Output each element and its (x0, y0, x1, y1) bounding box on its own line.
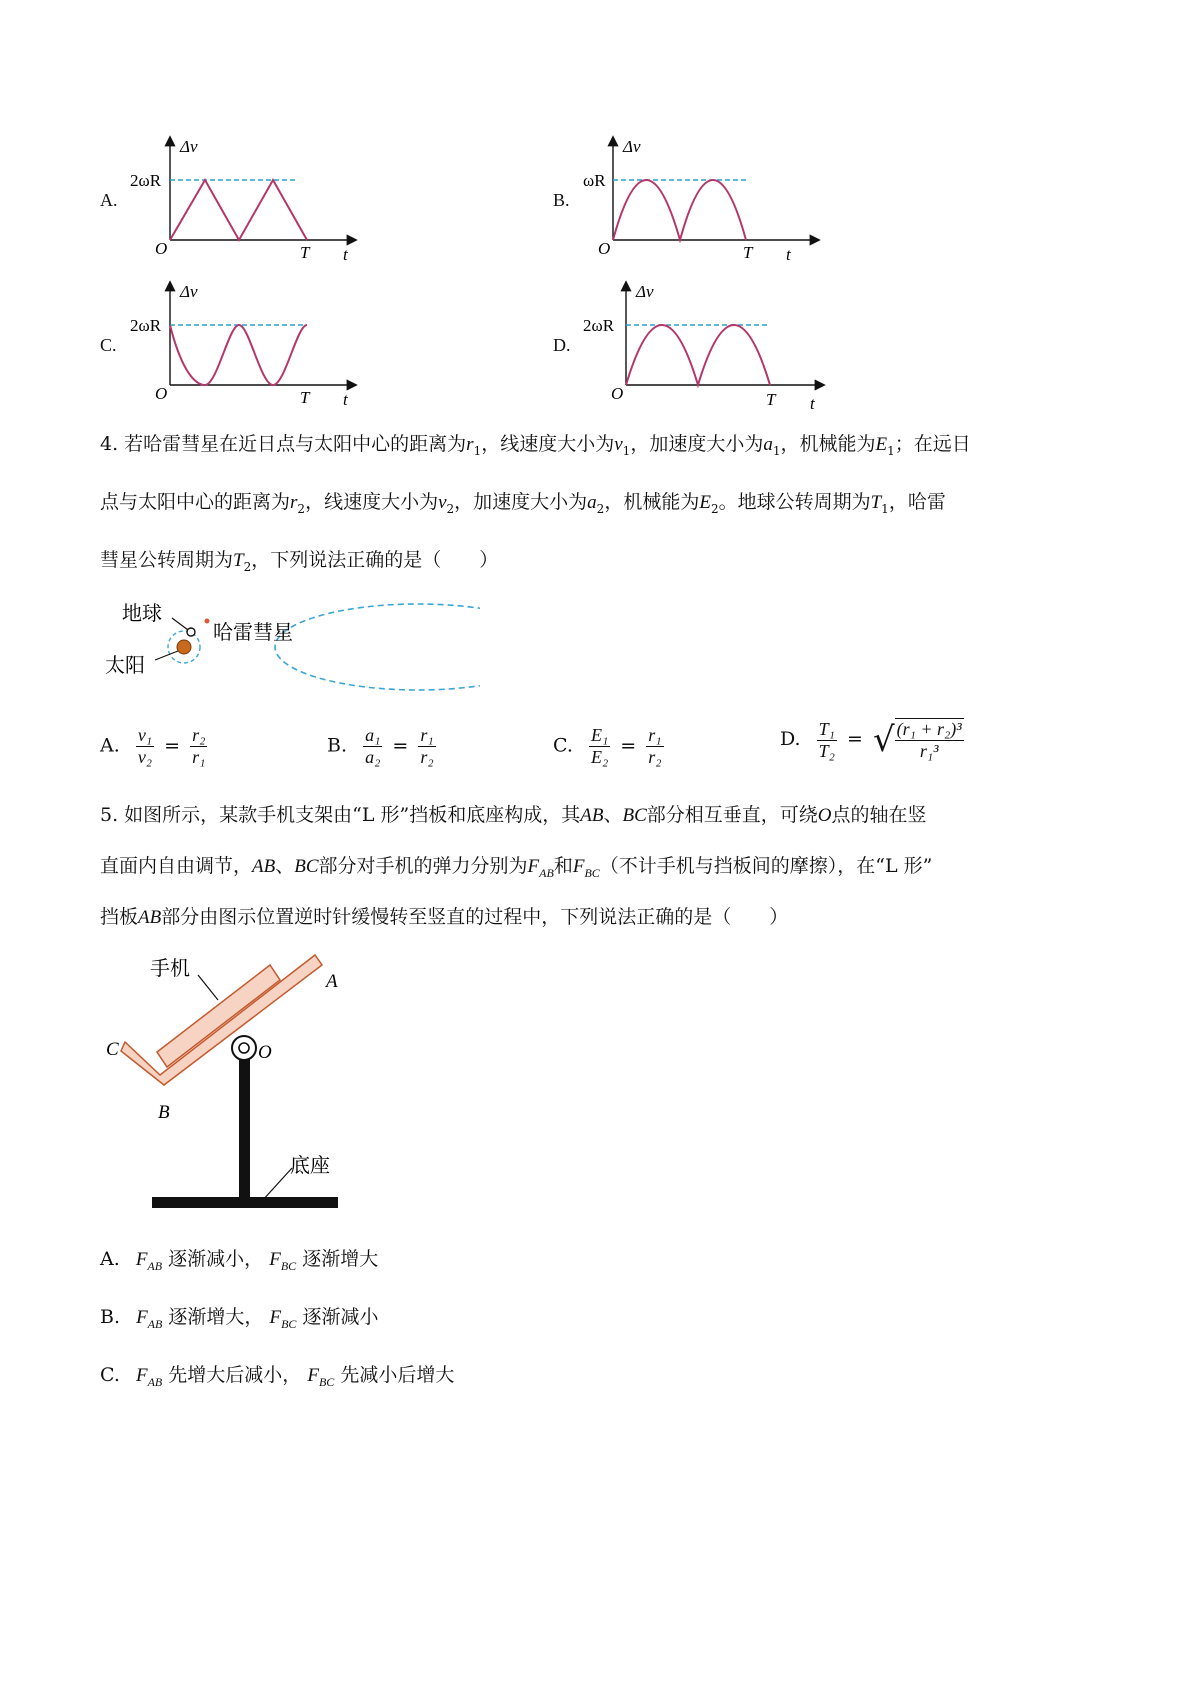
graph-d-plot (578, 275, 843, 415)
den: T₂ (818, 740, 835, 761)
sub: BC (281, 1316, 297, 1331)
var: F (527, 856, 540, 877)
point-b-label: B (158, 1102, 170, 1123)
var: v (438, 492, 447, 513)
num: r₁ (420, 725, 434, 745)
num: E₁ (590, 725, 609, 745)
num: r₂ (192, 725, 206, 745)
graph-a-plot (125, 130, 385, 265)
q5-line-3 (100, 908, 788, 927)
text: ，加速度大小为 (630, 433, 764, 455)
peak-label: 2ωR (130, 171, 162, 190)
q5-option-a[interactable] (100, 1250, 378, 1272)
rhs-fraction (646, 725, 663, 768)
base-pointer (262, 1168, 292, 1201)
peak-label: 2ωR (130, 316, 162, 335)
q5-line-2 (100, 857, 932, 879)
phone-label: 手机 (150, 958, 190, 980)
var: F (572, 856, 585, 877)
text: 彗星公转周期为 (100, 549, 234, 571)
stand-base (152, 1197, 338, 1208)
sub: 1 (473, 443, 482, 458)
num: T₁ (818, 718, 835, 739)
option-letter: C. (100, 335, 117, 355)
earth-label: 地球 (122, 603, 162, 625)
peak-label: 2ωR (583, 316, 615, 335)
text: 逐渐增大， (168, 1306, 264, 1328)
option-letter: C. (553, 734, 573, 757)
var: AB (138, 907, 162, 928)
sub: AB (147, 1316, 163, 1331)
earth-pointer (172, 618, 188, 630)
q5-line-1 (100, 806, 927, 825)
x-label: t (810, 394, 815, 413)
var: F (269, 1307, 282, 1328)
q4-line-2 (100, 493, 946, 515)
var: T (233, 550, 244, 571)
text: 先减小后增大 (340, 1364, 455, 1386)
t-mark-label: T (743, 243, 753, 262)
var: r (290, 492, 298, 513)
text: 、 (275, 855, 295, 877)
t-mark-label: T (300, 388, 310, 407)
option-letter: B. (553, 190, 570, 210)
y-label: Δv (180, 137, 198, 156)
phone-stand-figure (100, 945, 360, 1225)
den: r₂ (420, 747, 434, 767)
point-a-label: A (326, 971, 338, 992)
var: BC (622, 805, 647, 826)
text: 5. 如图所示，某款手机支架由“L 形”挡板和底座构成，其 (100, 804, 581, 826)
var: F (135, 1249, 148, 1270)
sqrt-icon: √ (872, 720, 895, 760)
sub: BC (318, 1374, 335, 1389)
den: E₂ (590, 747, 609, 767)
text: ，加速度大小为 (454, 491, 588, 513)
den: v₂ (137, 747, 153, 767)
origin-label: O (155, 239, 168, 258)
var: AB (580, 805, 604, 826)
text: （不计手机与挡板间的摩擦），在“L 形” (599, 855, 933, 877)
den: r₂ (648, 747, 662, 767)
text: 逐渐减小 (302, 1306, 379, 1328)
text: 部分对手机的弹力分别为 (318, 855, 528, 877)
peak-label: ωR (583, 171, 606, 190)
option-letter: A. (100, 734, 120, 757)
base-label: 底座 (290, 1155, 330, 1177)
var: F (307, 1365, 319, 1386)
var: E (875, 434, 888, 455)
sub: AB (147, 1258, 163, 1273)
text: 逐渐增大 (302, 1248, 379, 1270)
origin-label: O (611, 384, 624, 403)
sub: 1 (622, 443, 631, 458)
rhs-fraction (418, 725, 435, 768)
graph-option-d (553, 275, 843, 415)
origin-label: O (598, 239, 611, 258)
lhs-fraction (136, 725, 154, 768)
text: 先增大后减小， (168, 1364, 302, 1386)
text: ，机械能为 (780, 433, 876, 455)
comet-orbit (275, 604, 480, 690)
earth-icon (187, 628, 195, 636)
var: AB (252, 856, 276, 877)
sub: BC (584, 865, 600, 880)
lhs-fraction (817, 719, 837, 762)
q5-option-c[interactable] (100, 1366, 454, 1388)
comet-icon (205, 619, 210, 624)
den: a₂ (365, 747, 381, 767)
sub: 1 (887, 443, 895, 458)
option-letter: D. (553, 335, 571, 355)
var: E (699, 492, 711, 513)
sun-pointer (155, 651, 178, 660)
q4-option-d[interactable]: D. $\frac{\text{T₁}}{\text{T₂}}$ = √ $\frac{\text{(r₁ + r₂)³}}{\text{r₁³}}$ (780, 718, 962, 761)
option-letter: B. (100, 1306, 121, 1328)
sun-label: 太阳 (105, 655, 145, 677)
var: v (614, 434, 623, 455)
graph-option-a (100, 130, 380, 265)
x-label: t (343, 390, 348, 409)
sub: 2 (710, 501, 719, 516)
stand-post (239, 1055, 250, 1203)
graph-b-plot (578, 130, 838, 265)
num: a₁ (365, 725, 381, 745)
q4-line-1 (100, 435, 971, 457)
option-letter: A. (100, 1248, 120, 1270)
comet-label: 哈雷彗星 (213, 622, 293, 644)
pivot-inner (239, 1043, 249, 1053)
text: 部分相互垂直，可绕 (646, 804, 818, 826)
text: 4. 若哈雷彗星在近日点与太阳中心的距离为 (100, 433, 467, 455)
option-letter: B. (327, 734, 348, 757)
sub: AB (539, 865, 554, 880)
lhs-fraction (363, 725, 382, 768)
y-label: Δv (636, 282, 654, 301)
var: BC (294, 856, 319, 877)
rhs-fraction (895, 718, 964, 762)
graph-option-b (553, 130, 833, 265)
point-o-label: O (258, 1042, 272, 1063)
var: a (587, 492, 597, 513)
den: r₁ (192, 747, 206, 767)
sub: BC (280, 1258, 297, 1273)
option-letter: D. (780, 728, 801, 750)
var: r (466, 434, 474, 455)
var: F (269, 1249, 281, 1270)
option-letter: A. (100, 190, 118, 210)
rhs-fraction (190, 725, 207, 768)
den: r₁³ (919, 741, 939, 761)
text: 挡板 (100, 906, 139, 928)
text: ，下列说法正确的是（ ） (251, 549, 499, 571)
sub: AB (147, 1374, 163, 1389)
text: 部分由图示位置逆时针缓慢转至竖直的过程中，下列说法正确的是（ ） (161, 906, 789, 928)
sub: 2 (596, 501, 605, 516)
var: F (136, 1307, 148, 1328)
curve (626, 325, 770, 385)
num: r₁ (648, 725, 662, 745)
sub: 2 (446, 501, 455, 516)
text: ，哈雷 (888, 491, 946, 513)
text: ，机械能为 (604, 491, 700, 513)
x-label: t (786, 245, 791, 264)
text: 。地球公转周期为 (718, 491, 871, 513)
var: O (817, 805, 832, 826)
text: 点的轴在竖 (831, 804, 927, 826)
text: ，线速度大小为 (481, 433, 615, 455)
sun-icon (177, 640, 191, 654)
orbit-figure (100, 595, 480, 705)
sub: 1 (881, 501, 889, 516)
curve (613, 180, 746, 240)
graph-c-plot (125, 275, 385, 410)
curve (170, 180, 307, 240)
sub: 1 (772, 443, 781, 458)
t-mark-label: T (300, 243, 310, 262)
q5-option-b[interactable] (100, 1308, 378, 1330)
text: ；在远日 (894, 433, 971, 455)
text: 、 (603, 804, 623, 826)
q4-option-c[interactable]: C. $\frac{\text{E₁}}{\text{E₂}}$ = $\frac{\text{r₁}}{\text{r₂}}$ (553, 725, 662, 767)
text: 逐渐减小， (168, 1248, 264, 1270)
lhs-fraction (589, 725, 610, 768)
q4-line-3 (100, 551, 498, 573)
text: 和 (553, 855, 573, 877)
y-label: Δv (180, 282, 198, 301)
q4-option-a[interactable]: A. $\frac{\text{v₁}}{\text{v₂}}$ = $\frac{\text{r₂}}{\text{r₁}}$ (100, 725, 206, 767)
graph-option-c (100, 275, 380, 410)
num: (r₁ + r₂)³ (896, 719, 962, 739)
x-label: t (343, 245, 348, 264)
q4-option-b[interactable]: B. $\frac{\text{a₁}}{\text{a₂}}$ = $\frac{\text{r₁}}{\text{r₂}}$ (327, 725, 434, 767)
text: 直面内自由调节， (100, 855, 253, 877)
point-c-label: C (106, 1039, 119, 1060)
phone-pointer (198, 975, 218, 1000)
y-label: Δv (623, 137, 641, 156)
option-letter: C. (100, 1364, 120, 1386)
sub: 2 (243, 559, 252, 574)
curve (170, 325, 307, 385)
t-mark-label: T (766, 390, 776, 409)
text: ，线速度大小为 (305, 491, 439, 513)
sub: 2 (297, 501, 306, 516)
var: F (135, 1365, 148, 1386)
text: 点与太阳中心的距离为 (100, 491, 291, 513)
var: T (870, 492, 882, 513)
var: a (763, 434, 773, 455)
num: v₁ (137, 725, 153, 745)
origin-label: O (155, 384, 168, 403)
